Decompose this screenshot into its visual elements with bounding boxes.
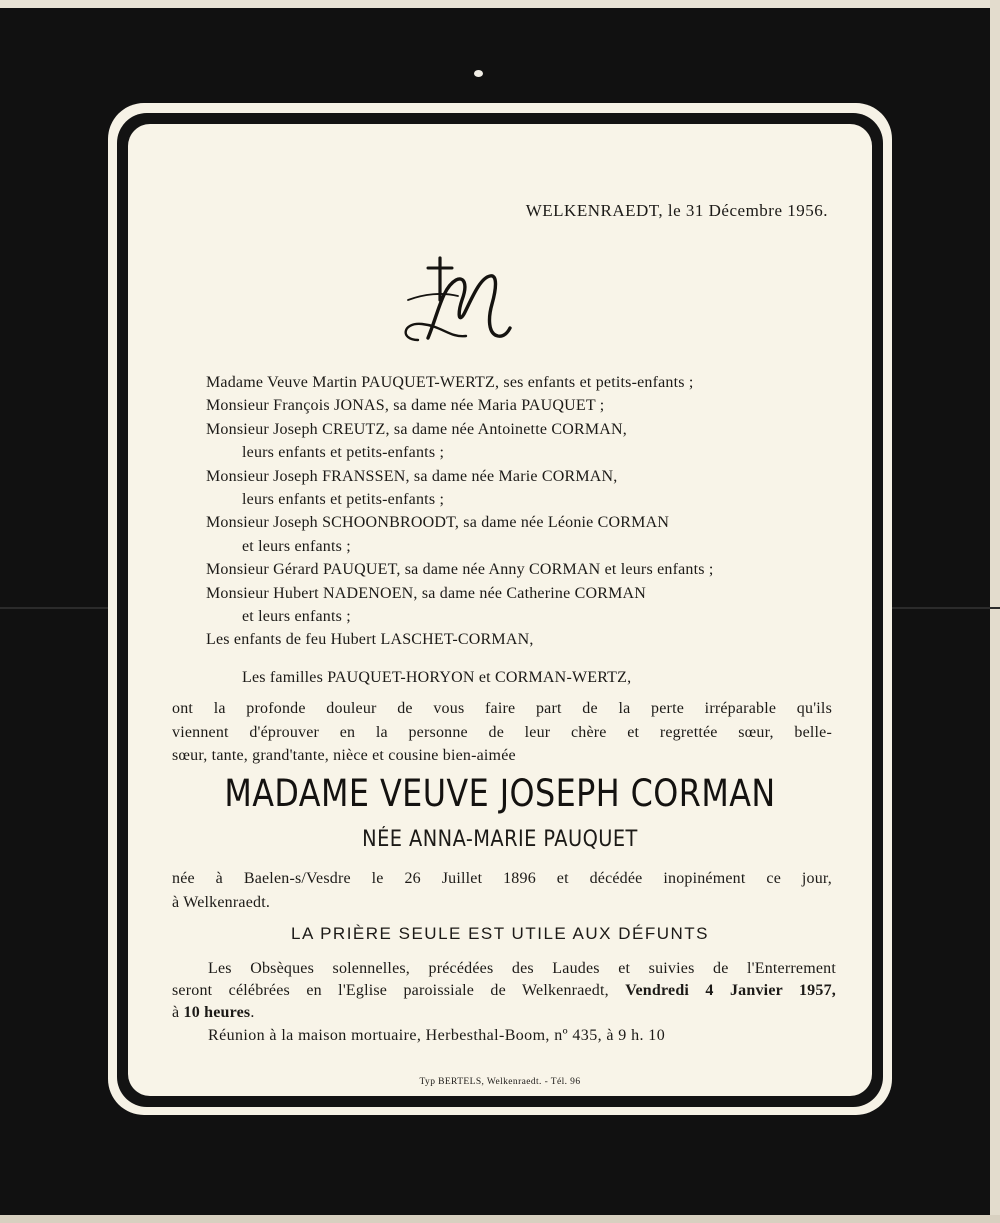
card-content [128, 124, 872, 1096]
mourners-list [206, 371, 714, 689]
mourner-line: Monsieur Joseph SCHOONBROODT, sa dame née Léonie CORMAN [206, 514, 670, 532]
cross-m-monogram-icon [398, 254, 518, 354]
reunion-line: Réunion à la maison mortuaire, Herbesthal-Boom, nº 435, à 9 h. 10 [208, 1027, 666, 1044]
mourner-line: Les enfants de feu Hubert LASCHET-CORMAN, [206, 631, 534, 649]
funeral-line: Les Obsèques solennelles, précédées des Laudes et suivies de l'Enterrement [208, 960, 836, 977]
pin-hole [474, 70, 483, 77]
birth-death-line: née à Baelen-s/Vesdre le 26 Juillet 1896 et décédée inopinément ce jour, [172, 870, 832, 887]
funeral-line [172, 980, 836, 1002]
printer-credit: Typ BERTELS, Welkenraedt. - Tél. 96 [419, 1077, 581, 1087]
funeral-time: 10 heures [183, 1004, 251, 1021]
mourner-line: Madame Veuve Martin PAUQUET-WERTZ, ses enfants et petits-enfants ; [206, 374, 694, 391]
funeral-time-suffix: . [250, 1004, 255, 1021]
mourner-line: Monsieur Joseph CREUTZ, sa dame née Antoinette CORMAN, [206, 420, 627, 438]
mourner-line: Monsieur Gérard PAUQUET, sa dame née Anny CORMAN et leurs enfants ; [206, 561, 714, 579]
announcement-line: viennent d'éprouver en la personne de leur chère et regrettée sœur, belle- [172, 723, 832, 741]
funeral-date: Vendredi 4 Janvier 1957, [625, 982, 836, 999]
dateline: WELKENRAEDT, le 31 Décembre 1956. [525, 201, 828, 220]
funeral-line [172, 1002, 836, 1024]
prayer-heading: LA PRIÈRE SEULE EST UTILE AUX DÉFUNTS [291, 924, 709, 943]
deceased-name: MADAME VEUVE JOSEPH CORMAN [224, 772, 776, 815]
announcement-line: sœur, tante, grand'tante, nièce et cousine bien-aimée [172, 747, 516, 764]
announcement-line: ont la profonde douleur de vous faire part de la perte irréparable qu'ils [172, 700, 832, 717]
funeral-time-prefix: à [172, 1004, 184, 1021]
birth-death-paragraph [172, 867, 832, 915]
mourner-line: Monsieur Joseph FRANSSEN, sa dame née Marie CORMAN, [206, 467, 618, 485]
paper-edge-right [990, 0, 1000, 1223]
mourner-line: leurs enfants et petits-enfants ; [242, 444, 445, 462]
funeral-paragraph [172, 958, 836, 1024]
birth-death-line: à Welkenraedt. [172, 894, 271, 911]
mourner-line: et leurs enfants ; [242, 537, 351, 555]
mourner-line: Monsieur Hubert NADENOEN, sa dame née Catherine CORMAN [206, 584, 647, 602]
mourner-line: Les familles PAUQUET-HORYON et CORMAN-WERTZ, [242, 668, 632, 686]
paper-edge-bottom [0, 1215, 1000, 1223]
announcement-paragraph [172, 697, 832, 768]
mourner-line: et leurs enfants ; [242, 608, 351, 626]
mourner-line: leurs enfants et petits-enfants ; [242, 491, 445, 509]
mourner-line: Monsieur François JONAS, sa dame née Maria PAUQUET ; [206, 397, 605, 415]
funeral-place: seront célébrées en l'Eglise paroissiale de Welkenraedt, [172, 982, 626, 999]
paper-edge-top [0, 0, 1000, 8]
deceased-maiden-name: NÉE ANNA-MARIE PAUQUET [362, 827, 638, 852]
